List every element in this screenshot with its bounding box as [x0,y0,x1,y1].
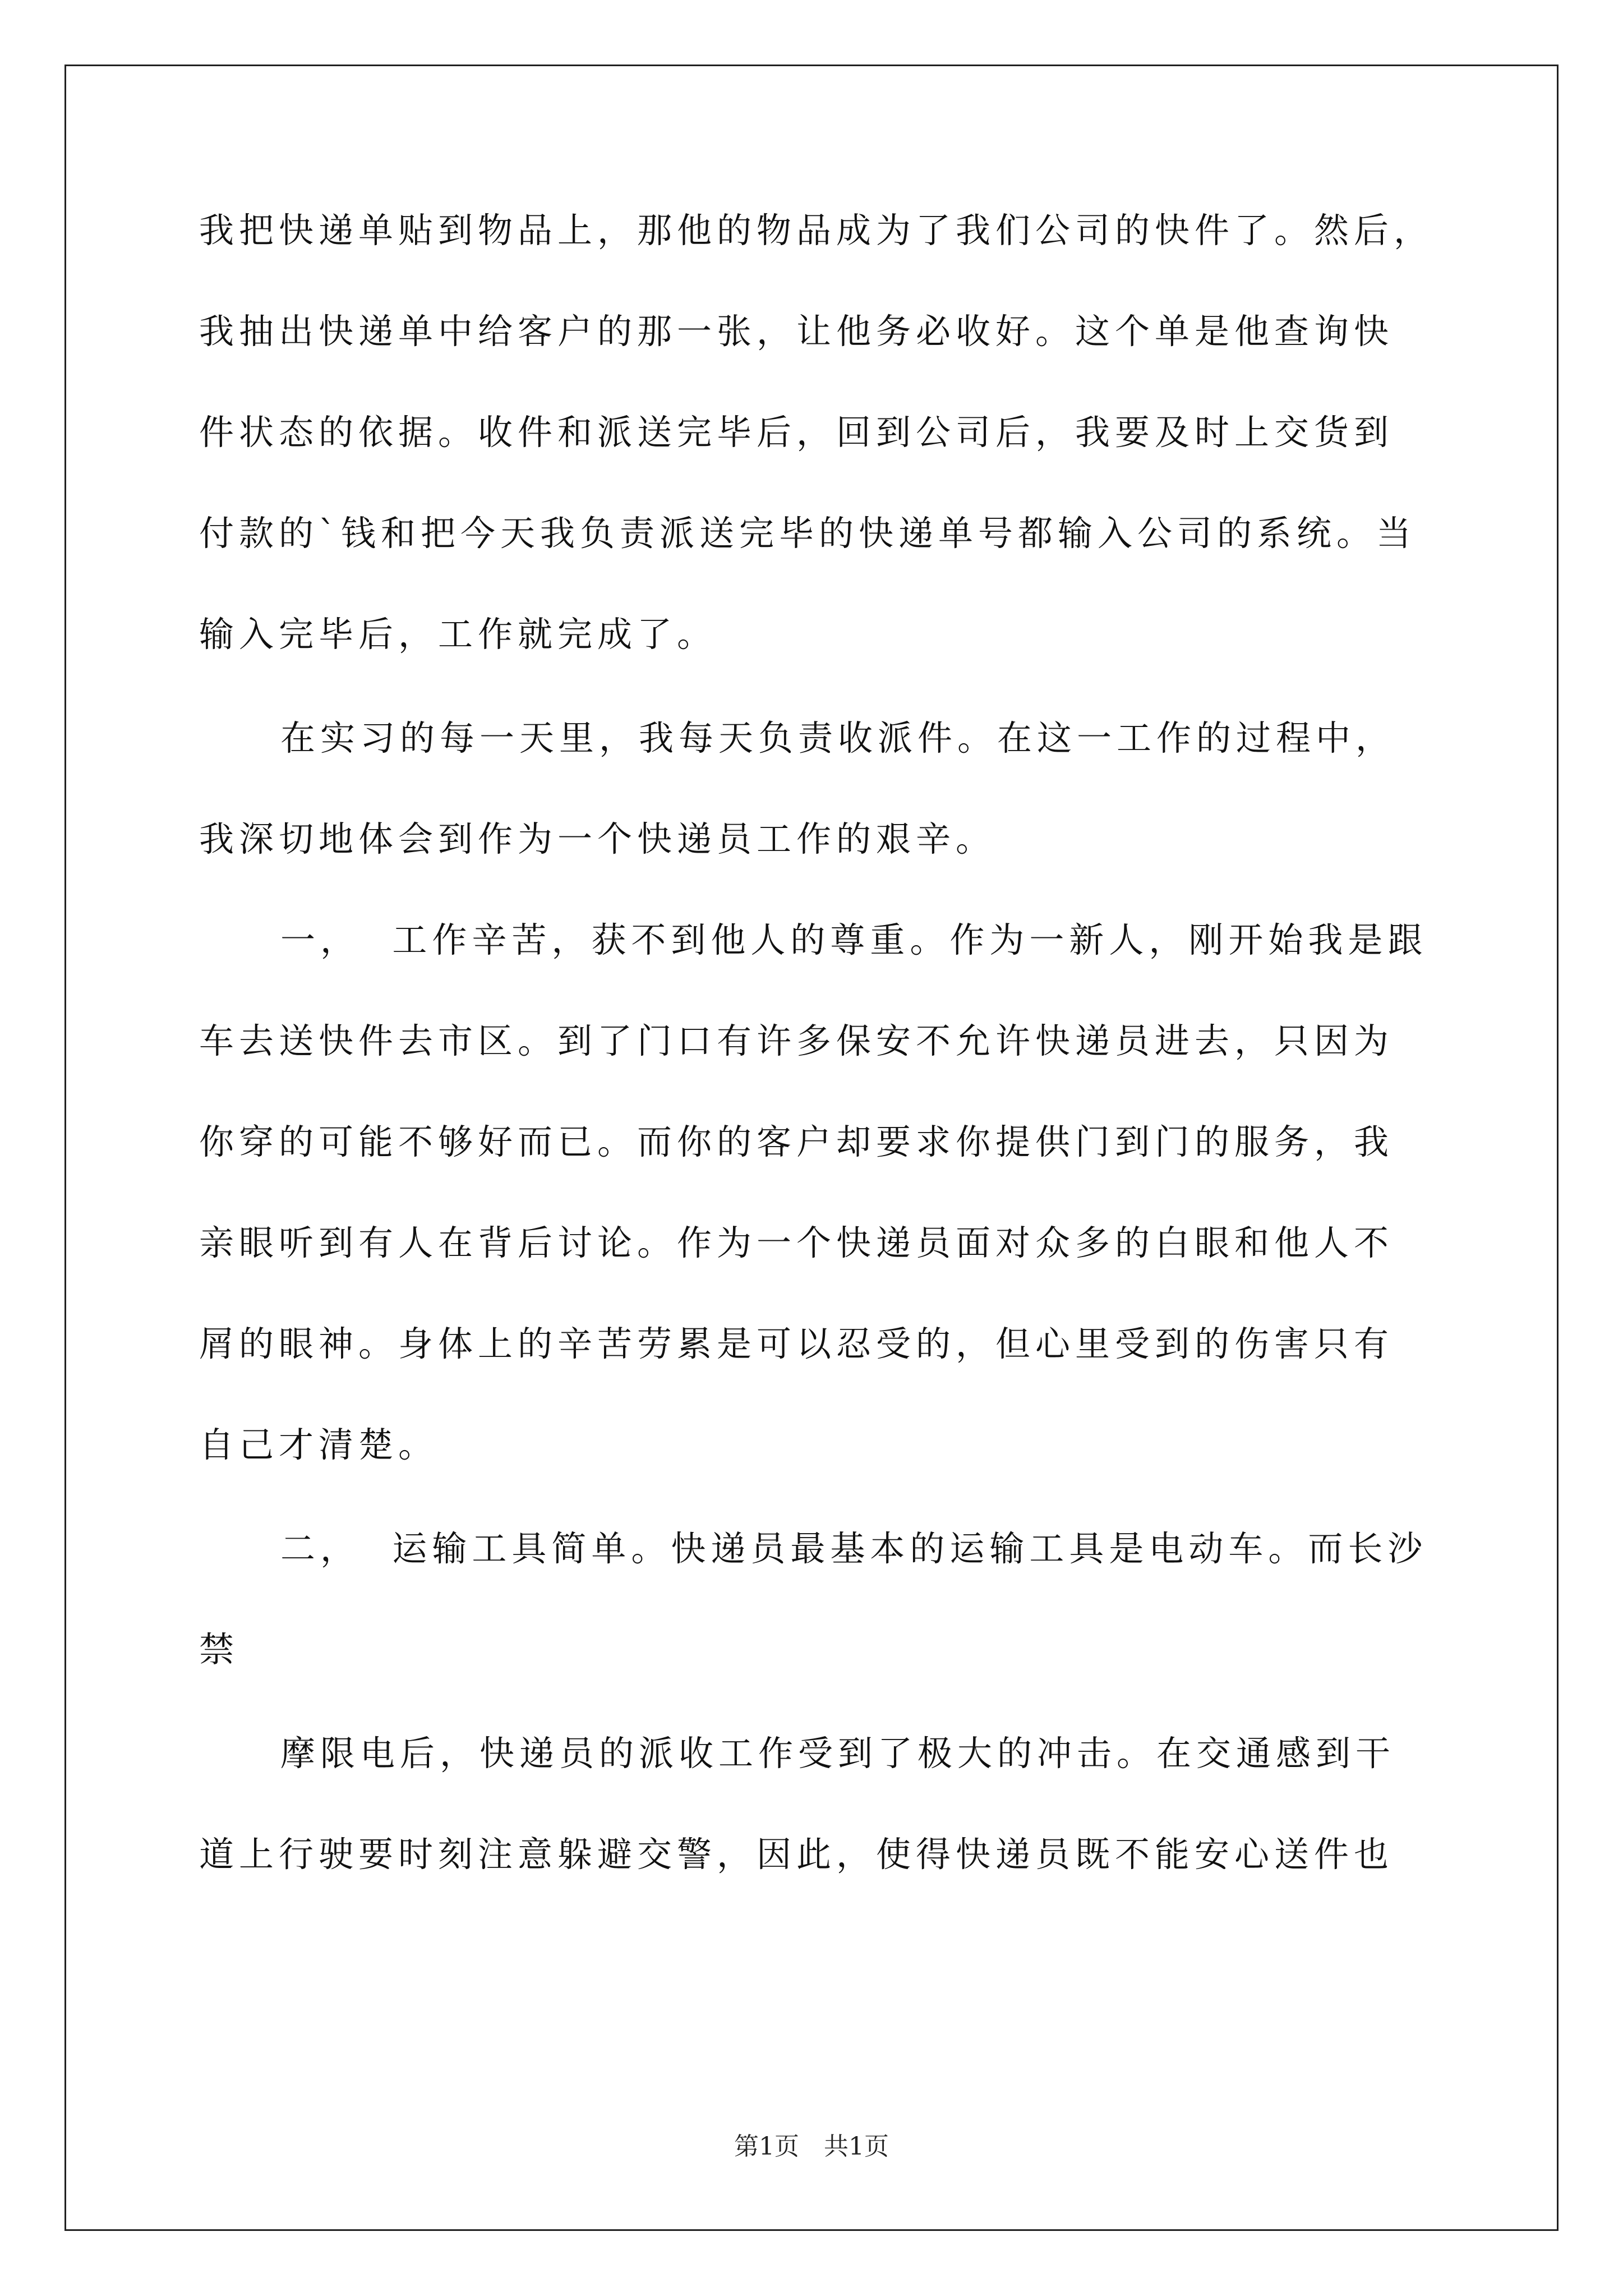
text-line: 禁 [199,1629,239,1670]
paragraph-first-line: 一， 工作辛苦，获不到他人的尊重。作为一新人，刚开始我是跟 [280,919,1428,960]
text-line: 付款的`钱和把今天我负责派送完毕的快递单号都输入公司的系统。当 [199,513,1417,554]
page-footer: 第1页 共1页 [734,2132,889,2161]
text-line: 道上行驶要时刻注意躲避交警，因此，使得快递员既不能安心送件也 [199,1834,1394,1875]
text-line: 件状态的依据。收件和派送完毕后，回到公司后，我要及时上交货到 [199,412,1394,453]
paragraph-first-line: 在实习的每一天里，我每天负责收派件。在这一工作的过程中， [280,717,1396,758]
text-line: 你穿的可能不够好而已。而你的客户却要求你提供门到门的服务，我 [199,1121,1394,1162]
paragraph-first-line: 摩限电后，快递员的派收工作受到了极大的冲击。在交通感到干 [280,1733,1396,1774]
text-line: 亲眼听到有人在背后讨论。作为一个快递员面对众多的白眼和他人不 [199,1222,1394,1263]
text-line: 自己才清楚。 [199,1424,439,1465]
text-line: 我深切地体会到作为一个快递员工作的艰辛。 [199,818,996,859]
text-line: 车去送快件去市区。到了门口有许多保安不允许快递员进去，只因为 [199,1020,1394,1061]
text-line: 我把快递单贴到物品上，那他的物品成为了我们公司的快件了。然后， [199,210,1434,251]
paragraph-first-line: 二， 运输工具简单。快递员最基本的运输工具是电动车。而长沙 [280,1528,1428,1569]
text-line: 输入完毕后，工作就完成了。 [199,614,717,655]
text-line: 屑的眼神。身体上的辛苦劳累是可以忍受的，但心里受到的伤害只有 [199,1323,1394,1364]
text-line: 我抽出快递单中给客户的那一张，让他务必收好。这个单是他查询快 [199,311,1394,352]
